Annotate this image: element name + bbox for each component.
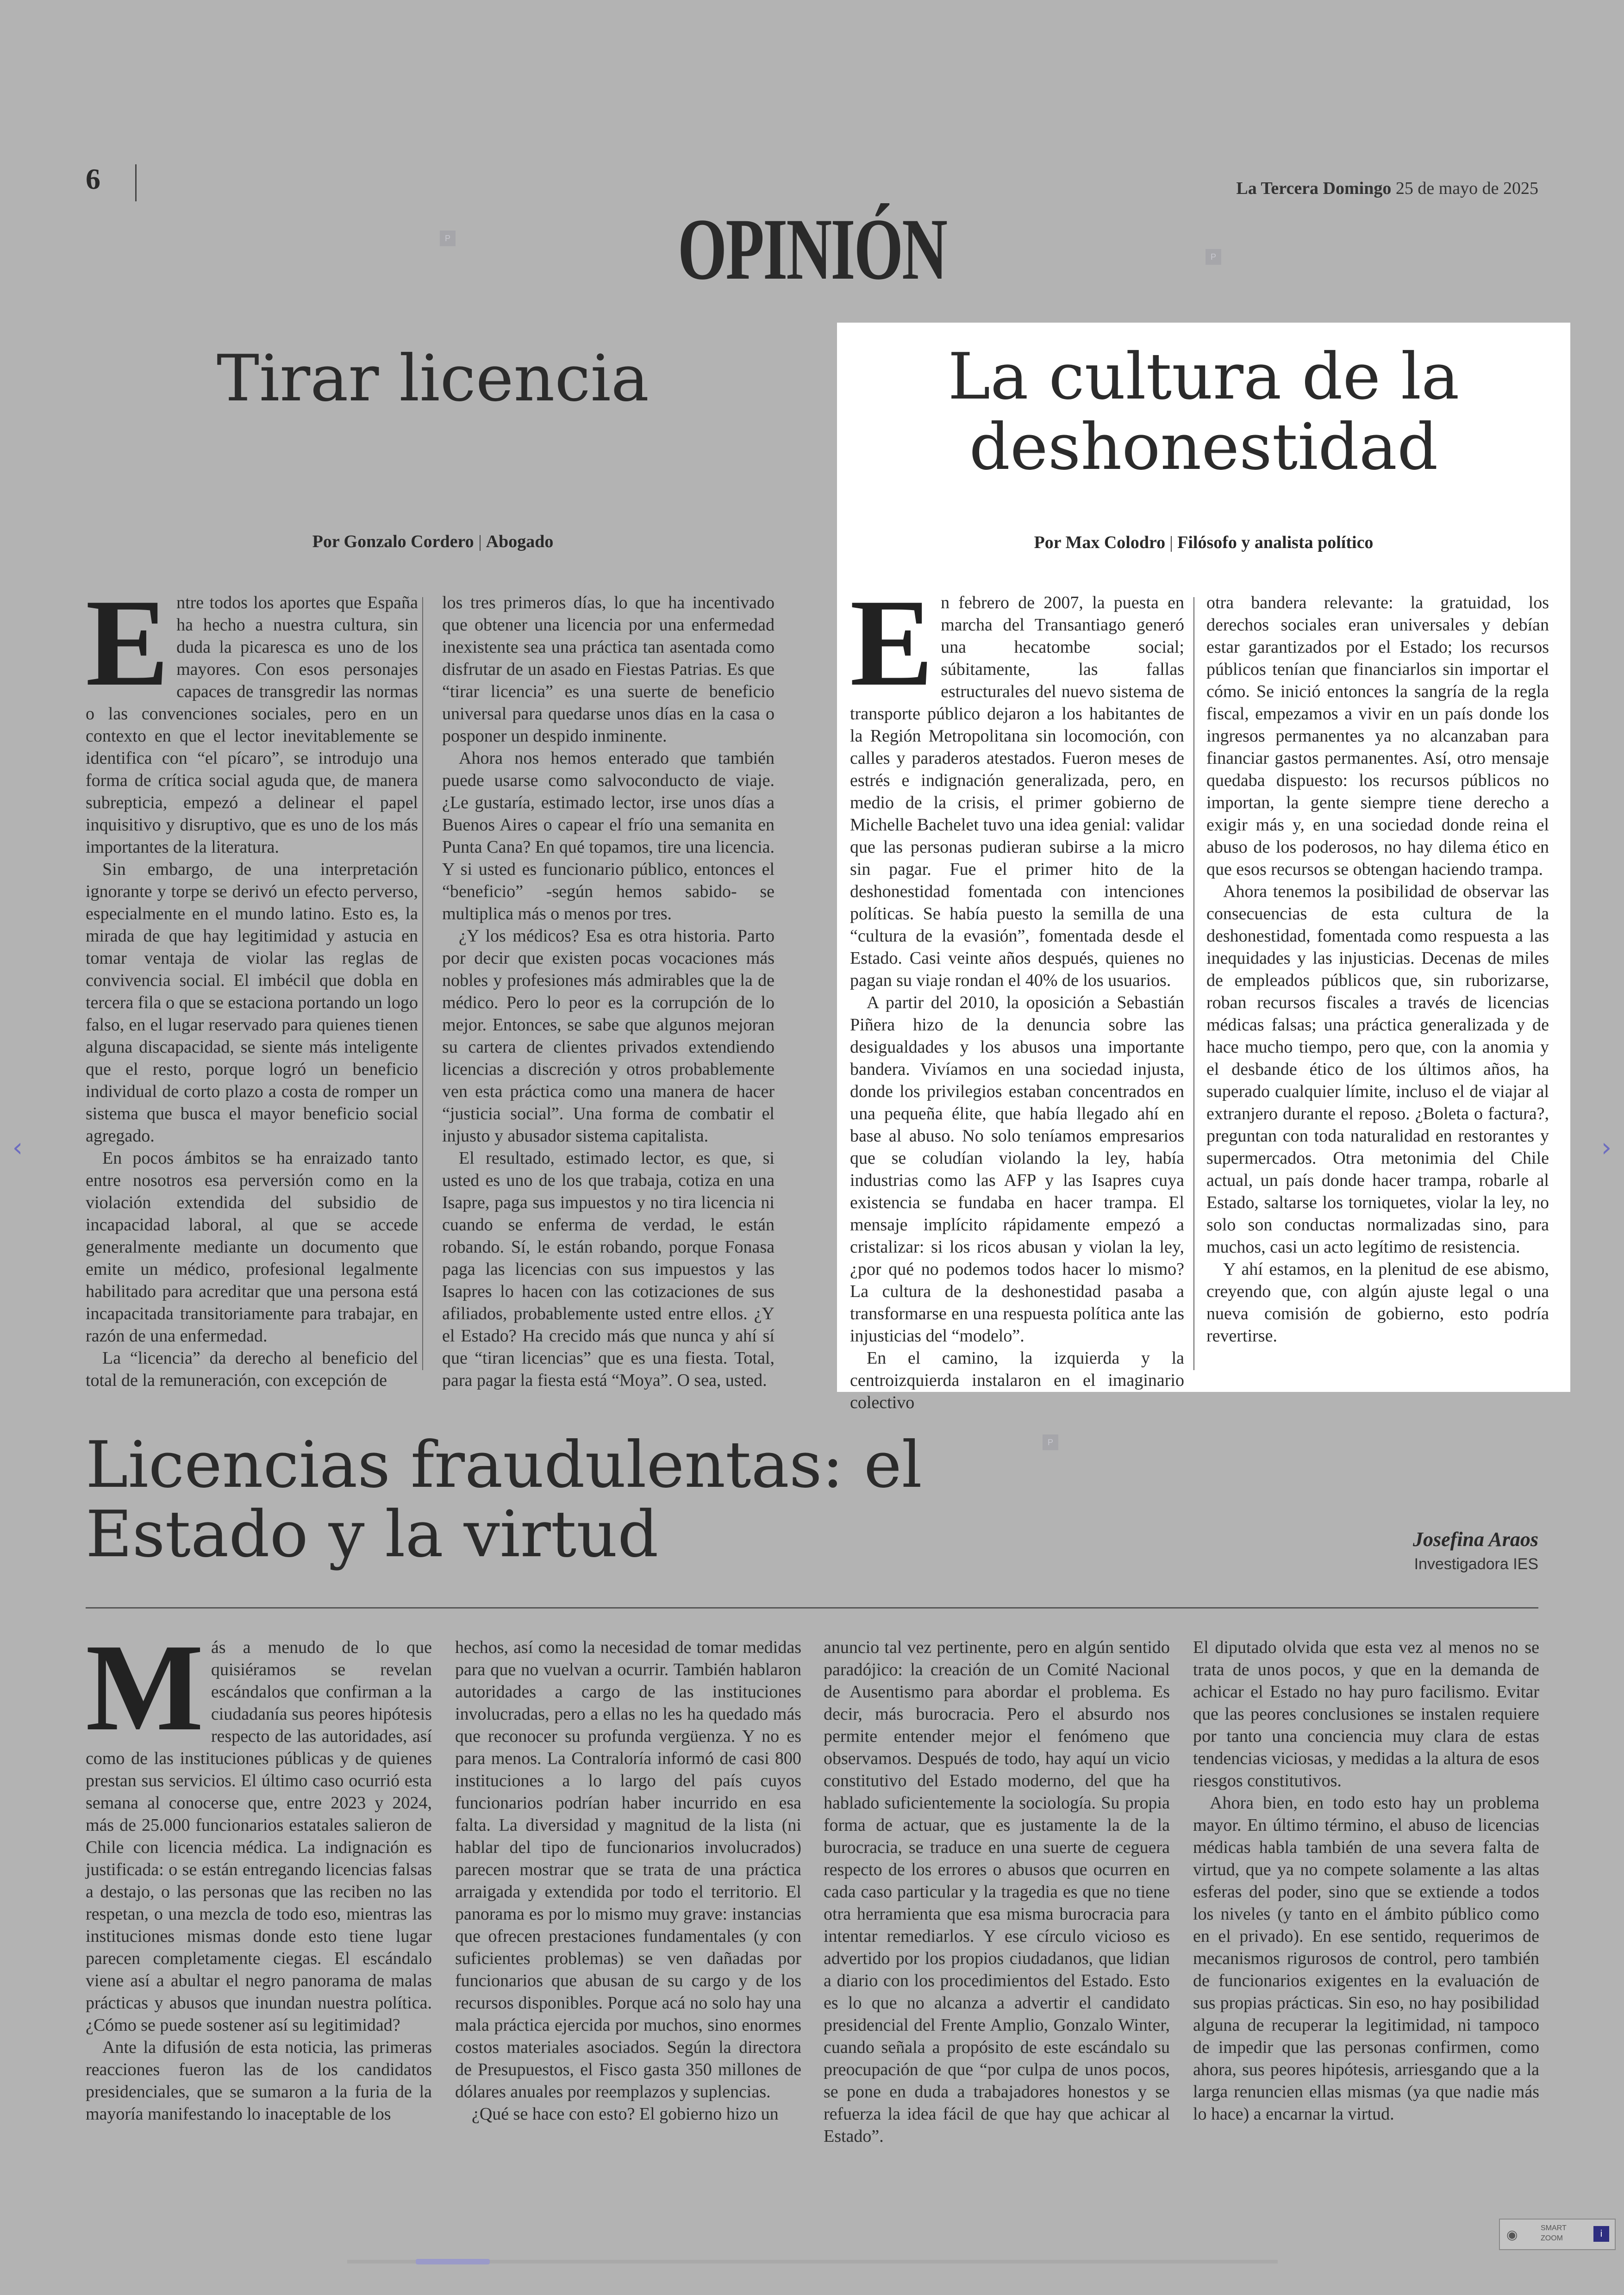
page-number: 6: [86, 162, 100, 195]
bottom-article-role: Investigadora IES: [1414, 1555, 1538, 1573]
paragraph: En pocos ámbitos se ha enraizado tanto entre nosotros esa perversión como en la violación extendida del subsidio de incapacidad laboral, al que se accede generalmente mediante un documento que emite un médico, profesional legalmente habilitado para acreditar que una persona está incapacitada transitoriamente para trabajar, en razón de una enfermedad.: [86, 1148, 418, 1346]
publication-date: 25 de mayo de 2025: [1395, 179, 1538, 198]
bottom-article-title: [86, 1428, 1012, 1572]
paragraph: Sin embargo, de una interpretación ignorante y torpe se derivó un efecto perverso, especialmente en el mundo latino. Esto es, la mirada de que hay legitimidad y astucia en tomar ventaja de violar las reglas de convivencia social. El imbécil que dobla en tercera fila o que se estaciona portando un logo falso, en el lugar reservado para quienes tienen alguna discapacidad, se siente más inteligente que el resto, porque logró un beneficio individual de corto plazo a costa de romper un sistema que busca el mayor beneficio social agregado.: [86, 860, 418, 1146]
info-icon[interactable]: i: [1593, 2226, 1609, 2242]
byline-divider: [1171, 536, 1172, 552]
paragraph: El resultado, estimado lector, es que, si usted es uno de los que trabaja, cotiza en una Isapre, paga sus impuestos y no tira licencia ni cuando se enferma de verdad, le están robando. Sí, le están robando, porque Fonasa paga las licencias con sus impuestos y las Isapres lo hacen con las cotizaciones de sus afiliados, probablemente usted entre ellos. ¿Y el Estado? Ha crecido más que nunca y ahí sí que “tiran licencias” que es una fiesta. Total, para pagar la fiesta está “Moya”. O sea, usted.: [442, 1148, 775, 1390]
paragraph: ás a menudo de lo que quisiéramos se revelan escándalos que confirman a la ciudadanía sus peores hipótesis respecto de las autoridades, así como de las instituciones públicas y de quienes prestan sus servicios. El último caso ocurrió esta semana al conocerse que, entre 2023 y 2024, más de 25.000 funcionarios estatales salieron de Chile con licencia médica. La indignación es justificada: o se están entregando licencias falsas a destajo, o las personas que las reciben no las respetan, o una mezcla de todo eso, mientras las instituciones mismas donde esto tiene lugar parecen completamente ciegas. El escándalo viene así a abultar el negro panorama de malas prácticas y abusos que inundan nuestra política. ¿Cómo se puede sostener así su legitimidad?: [86, 1638, 432, 2035]
paragraph: ntre todos los aportes que España ha hecho a nuestra cultura, sin duda la picaresca es uno de los mayores. Con esos personajes capaces de transgredir las normas o las convenciones sociales, pero en un contexto en que el lector inevitablemente se identifica con “el pícaro”, se introdujo una forma de crítica social aguda que, de manera subrepticia, empezó a delinear el papel inquisitivo y disruptivo, que es uno de los más importantes de la literatura.: [86, 593, 418, 857]
publication-name: La Tercera Domingo: [1236, 179, 1392, 198]
left-article-role: Abogado: [486, 532, 554, 551]
left-article-author: Por Gonzalo Cordero: [312, 532, 474, 551]
bottom-article-column-1: [86, 1618, 432, 2125]
left-article-title: Tirar licencia: [216, 341, 650, 416]
bottom-article-author: Josefina Araos: [1413, 1528, 1538, 1551]
paragraph: hechos, así como la necesidad de tomar medidas para que no vuelvan a ocurrir. También hablaron autoridades a cargo de las instituciones involucradas, pero a ellas no les ha quedado más que reconocer su profunda vergüenza. Y no es para menos. La Contraloría informó de casi 800 instituciones a lo largo del país cuyos funcionarios podrían haber incurrido en esa falta. La diversidad y magnitud de la lista (ni hablar del tipo de funcionarios involucrados) parecen mostrar que se trata de una práctica arraigada y extendida por todo el territorio. El panorama es por lo mismo muy grave: instancias que ofrecen prestaciones fundamentales (y con suficientes problemas) se ven dañadas por funcionarios que abusan de su cargo y de los recursos disponibles. Porque acá no solo hay una mala práctica ejercida por muchos, sino enormes costos materiales asociados. Según la directora de Presupuestos, el Fisco gasta 350 millones de dólares anuales por reemplazos y suplencias.: [455, 1638, 801, 2102]
title-line: La cultura de la: [948, 339, 1460, 414]
paragraph: ¿Qué se hace con esto? El gobierno hizo un: [472, 2104, 779, 2124]
section-title: OPINIÓN: [677, 201, 947, 298]
paragraph: Ahora tenemos la posibilidad de observar las consecuencias de esta cultura de la deshonestidad, fomentada como respuesta a las inequidades y las injusticias. Decenas de miles de empleados públicos que, sin ruborizarse, roban recursos fiscales a través de licencias médicas falsas; una práctica generalizada y de hace mucho tiempo, pero que, con la anomia y el desbande ético de los últimos años, ha superado cualquier límite, incluso el de viajar al extranjero durante el reposo. ¿Boleta o factura?, preguntan con toda naturalidad en restorantes y supermercados. Otra metonimia del Chile actual, un país donde hacer trampa, robarle al Estado, saltarse los torniquetes, violar la ley, no solo son conductas normalizadas sino, para muchos, casi un acto legítimo de resistencia.: [1206, 882, 1549, 1257]
right-article-role: Filósofo y analista político: [1177, 533, 1374, 552]
previous-page-arrow-icon[interactable]: ‹: [12, 1133, 23, 1163]
left-article-column-2: [442, 592, 775, 1391]
right-article-author: Por Max Colodro: [1034, 533, 1166, 552]
bottom-article-column-2: [455, 1636, 801, 2125]
right-article-byline: [837, 532, 1570, 553]
next-page-arrow-icon[interactable]: ›: [1601, 1133, 1612, 1163]
eye-icon: ◉: [1506, 2227, 1518, 2242]
bottom-article-column-3: [824, 1636, 1170, 2147]
smart-zoom-button[interactable]: [1499, 2219, 1616, 2250]
article-link-tag[interactable]: P: [440, 231, 456, 246]
paragraph: anuncio tal vez pertinente, pero en algún sentido paradójico: la creación de un Comité Nacional de Ausentismo para abordar el problema. Es decir, más burocracia. Pero el absurdo nos permite entender mejor el fenómeno que observamos. Después de todo, hay aquí un vicio constitutivo del Estado moderno, del que ha hablado suficientemente la sociología. Su propia forma de actuar, que es justamente la de la burocracia, se traduce en una suerte de ceguera respecto de los errores o abusos que ocurren en cada caso particular y la tragedia es que no tiene otra herramienta que esa misma burocracia para intentar remediarlos. Y ese círculo vicioso es advertido por los propios ciudadanos, que lidian a diario con los procedimientos del Estado. Esto es lo que no alcanza a advertir el candidato presidencial del Frente Amplio, Gonzalo Winter, cuando señala a propósito de este escándalo su preocupación de que “por culpa de unos pocos, se pone en duda a trabajadores honestos y se refuerza la idea fácil de que hay que achicar al Estado”.: [824, 1638, 1170, 2146]
article-link-tag[interactable]: P: [1043, 1434, 1058, 1450]
page-number-divider: [135, 164, 137, 201]
left-article-column-1: [86, 574, 418, 1391]
paragraph: Ahora nos hemos enterado que también puede usarse como salvoconducto de viaje. ¿Le gustaría, estimado lector, irse unos días a Buenos Aires o capear el frío una semanita en Punta Cana? En qué topamos, tire una licencia. Y si usted es funcionario público, entonces el “beneficio” -según hemos sabido- se multiplica más o menos por tres.: [442, 748, 775, 923]
paragraph: Ante la difusión de esta noticia, las primeras reacciones fueron las de los candidatos presidenciales, que se sumaron a la furia de la mayoría manifestando lo inaceptable de los: [86, 2038, 432, 2124]
paragraph: La “licencia” da derecho al beneficio del total de la remuneración, con excepción de: [86, 1348, 418, 1390]
bottom-article-column-4: [1193, 1636, 1539, 2125]
title-line: Estado y la virtud: [86, 1497, 659, 1572]
title-line: Licencias fraudulentas: el: [86, 1428, 922, 1502]
section-divider: [86, 1607, 1538, 1609]
right-article-dropcap: E: [850, 574, 934, 712]
page-scroll-thumb[interactable]: [416, 2259, 490, 2264]
masthead: [1236, 178, 1538, 199]
paragraph: En el camino, la izquierda y la centroizquierda instalaron en el imaginario colectivo: [850, 1348, 1184, 1412]
paragraph: ¿Y los médicos? Esa es otra historia. Parto por decir que existen pocas vocaciones más nobles y profesiones más admirables que la de médico. Pero lo peor es la corrupción de lo mejor. Entonces, se sabe que algunos mejoran su cartera de clientes privados extendiendo licencias a discreción y otros probablemente ven esta práctica como una manera de hacer “justicia social”. Una forma de combatir el injusto y abusador sistema capitalista.: [442, 926, 775, 1146]
right-article-column-1: [850, 574, 1184, 1414]
byline-divider: [480, 535, 481, 551]
title-line: deshonestidad: [969, 410, 1438, 484]
left-article-byline: [86, 531, 780, 552]
paragraph: Y ahí estamos, en la plenitud de ese abismo, creyendo que, con algún ajuste legal o una nueva comisión de gobierno, esto podría revertirse.: [1206, 1260, 1549, 1346]
paragraph: Ahora bien, en todo esto hay un problema mayor. En último término, el abuso de licencias médicas habla también de una severa falta de virtud, que ya no compete solamente a las altas esferas del poder, sino que se extiende a todos los niveles (y tanto en el ámbito público como en el privado). En ese sentido, requerimos de mecanismos rigurosos de control, pero también de funcionarios exigentes en la evaluación de sus propias prácticas. Sin eso, no hay posibilidad alguna de recuperar la legitimidad, ni tampoco de impedir que las personas confirmen, como ahora, sus peores hipótesis, arriesgando que a la larga renuncien ellas mismas (ya que nadie más lo hace) a encarnar la virtud.: [1193, 1793, 1539, 2124]
bottom-article-dropcap: M: [86, 1618, 204, 1757]
right-article-title: [837, 339, 1570, 484]
paragraph: otra bandera relevante: la gratuidad, los derechos sociales eran universales y debían estar garantizados por el Estado; los recursos públicos tenían que financiarlos sin importar el cómo. Se inició entonces la sangría de la regla fiscal, empezamos a vivir en un país donde los ingresos permanentes ya no alcanzaban para financiar gastos permanentes. Así, otro mensaje quedaba dispuesto: los recursos públicos no importan, la gente siempre tiene derecho a exigir más y, en una sociedad donde reina el abuso de los poderosos, no hay dilema ético en que esos recursos se obtengan haciendo trampa.: [1206, 593, 1549, 879]
smart-zoom-label: SMART ZOOM: [1541, 2224, 1567, 2242]
left-article-dropcap: E: [86, 574, 169, 712]
column-rule: [1193, 597, 1194, 1370]
column-rule: [422, 597, 423, 1370]
right-article-column-2: [1206, 592, 1549, 1347]
paragraph: A partir del 2010, la oposición a Sebastián Piñera hizo de la denuncia sobre las desigualdades y los abusos una importante bandera. Vivíamos en una sociedad injusta, donde los privilegios estaban concentrados en una pequeña élite, que había llegado ahí en base al abuso. No solo teníamos empresarios que se coludían violando la ley, había industrias como las AFP y las Isapres cuya existencia se fundaba en hacer trampa. El mensaje implícito rápidamente empezó a cristalizar: si los ricos abusan y violan la ley, ¿por qué no podemos todos hacer lo mismo? La cultura de la deshonestidad pasaba a transformarse en una respuesta política ante las injusticias del “modelo”.: [850, 993, 1184, 1346]
paragraph: n febrero de 2007, la puesta en marcha del Transantiago generó una hecatombe social; súbitamente, las fallas estructurales del nuevo sistema de transporte público dejaron a los habitantes de la Región Metropolitana sin locomoción, con calles y paraderos atestados. Fueron meses de estrés e indignación generalizada, pero, en medio de la crisis, el primer gobierno de Michelle Bachelet tuvo una idea genial: validar que las personas pudieran subirse a la micro sin pagar. Fue el primer hito de la deshonestidad fomentada con intenciones políticas. Se había puesto la semilla de una “cultura de la evasión”, fomentada desde el Estado. Casi veinte años después, quienes no pagan su viaje rondan el 40% de los usuarios.: [850, 593, 1184, 990]
article-link-tag[interactable]: P: [1206, 249, 1221, 265]
paragraph: los tres primeros días, lo que ha incentivado que obtener una licencia por una enfermedad inexistente sea una práctica tan asentada como disfrutar de un asado en Fiestas Patrias. Es que “tirar licencia” es una suerte de beneficio universal para quedarse unos días en la casa o posponer un despido inminente.: [442, 593, 775, 746]
paragraph: El diputado olvida que esta vez al menos no se trata de unos pocos, y que en la demanda de achicar el Estado no hay puro facilismo. Evitar que las peores conclusiones se instalen requiere por tanto una conciencia muy clara de estas tendencias viciosas, y medidas a la altura de esos riesgos constitutivos.: [1193, 1638, 1539, 1790]
